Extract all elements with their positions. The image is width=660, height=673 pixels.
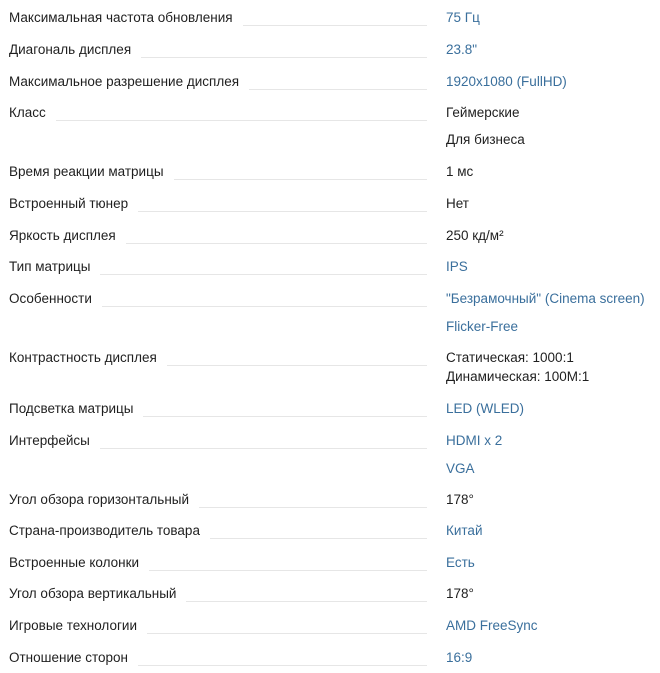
spec-value-link[interactable]: LED (WLED) (446, 401, 525, 416)
spec-row (0, 649, 660, 667)
spec-name-cell (0, 585, 437, 603)
spec-values (437, 104, 525, 149)
spec-name: Отношение сторон (9, 650, 129, 665)
spec-leader-line (100, 274, 427, 275)
spec-value-link[interactable]: 23.8" (446, 42, 478, 57)
spec-values (437, 491, 474, 509)
spec-value: 178° (446, 586, 474, 601)
spec-name-cell (0, 227, 437, 245)
spec-name: Интерфейсы (9, 433, 90, 448)
spec-row (0, 258, 660, 276)
spec-values (437, 585, 474, 603)
spec-name: Угол обзора горизонтальный (9, 492, 190, 507)
spec-name: Диагональ дисплея (9, 42, 132, 57)
spec-values (437, 400, 524, 418)
spec-value-link[interactable]: 75 Гц (446, 10, 480, 25)
spec-values (437, 349, 589, 386)
spec-row (0, 104, 660, 149)
spec-values (437, 163, 473, 181)
spec-value-link[interactable]: "Безрамочный" (Cinema screen) (446, 291, 645, 306)
spec-name-cell (0, 349, 437, 367)
spec-value: Геймерские (446, 105, 520, 120)
spec-values (437, 522, 483, 540)
spec-leader-line (149, 570, 427, 571)
spec-leader-line (210, 538, 427, 539)
spec-row (0, 163, 660, 181)
spec-leader-line (243, 25, 427, 26)
spec-name-cell (0, 522, 437, 540)
spec-name-cell (0, 9, 437, 27)
spec-value: Для бизнеса (446, 132, 525, 147)
spec-name: Время реакции матрицы (9, 164, 164, 179)
spec-values (437, 227, 504, 245)
spec-leader-line (102, 306, 427, 307)
spec-row (0, 290, 660, 336)
spec-row (0, 432, 660, 478)
spec-row (0, 491, 660, 509)
spec-values (437, 41, 477, 59)
spec-row (0, 41, 660, 59)
spec-row (0, 73, 660, 91)
spec-name: Угол обзора вертикальный (9, 586, 177, 601)
spec-name-cell (0, 73, 437, 91)
spec-values (437, 649, 472, 667)
spec-leader-line (100, 448, 427, 449)
spec-row (0, 349, 660, 386)
spec-row (0, 400, 660, 418)
spec-value: Нет (446, 196, 469, 211)
spec-leader-line (167, 365, 427, 366)
spec-name: Подсветка матрицы (9, 401, 134, 416)
spec-name: Игровые технологии (9, 618, 137, 633)
spec-name-cell (0, 163, 437, 181)
spec-row (0, 227, 660, 245)
spec-values (437, 195, 469, 213)
spec-leader-line (249, 89, 427, 90)
spec-value-link[interactable]: 16:9 (446, 650, 473, 665)
spec-value: Статическая: 1000:1 (446, 350, 574, 365)
spec-leader-line (138, 211, 427, 212)
spec-value: 250 кд/м² (446, 228, 504, 243)
spec-leader-line (138, 665, 427, 666)
spec-name: Максимальная частота обновления (9, 10, 233, 25)
spec-value: Динамическая: 100M:1 (446, 369, 590, 384)
spec-values (437, 290, 645, 336)
spec-name-cell (0, 104, 437, 122)
spec-name: Контрастность дисплея (9, 350, 157, 365)
spec-name-cell (0, 290, 437, 308)
spec-name: Тип матрицы (9, 259, 91, 274)
spec-value-link[interactable]: Китай (446, 523, 483, 538)
spec-name-cell (0, 491, 437, 509)
spec-leader-line (186, 601, 427, 602)
spec-values (437, 258, 468, 276)
spec-name: Встроенные колонки (9, 555, 140, 570)
spec-value: 178° (446, 492, 474, 507)
spec-name-cell (0, 400, 437, 418)
spec-name: Страна-производитель товара (9, 523, 200, 538)
spec-row (0, 522, 660, 540)
spec-value-link[interactable]: AMD FreeSync (446, 618, 538, 633)
spec-value-link[interactable]: Flicker-Free (446, 319, 519, 334)
spec-name-cell (0, 432, 437, 450)
spec-row (0, 195, 660, 213)
spec-values (437, 73, 567, 91)
spec-name: Встроенный тюнер (9, 196, 129, 211)
spec-name-cell (0, 617, 437, 635)
spec-values (437, 9, 480, 27)
spec-values (437, 432, 502, 478)
spec-value-link[interactable]: VGA (446, 461, 475, 476)
spec-name: Класс (9, 105, 46, 120)
spec-leader-line (56, 120, 427, 121)
spec-values (437, 617, 538, 635)
spec-row (0, 554, 660, 572)
spec-leader-line (174, 179, 427, 180)
spec-leader-line (143, 416, 427, 417)
spec-name-cell (0, 258, 437, 276)
spec-row (0, 9, 660, 27)
spec-name-cell (0, 41, 437, 59)
spec-value-link[interactable]: 1920x1080 (FullHD) (446, 74, 567, 89)
spec-name-cell (0, 554, 437, 572)
spec-name: Максимальное разрешение дисплея (9, 74, 240, 89)
spec-value-link[interactable]: IPS (446, 259, 468, 274)
spec-value-link[interactable]: Есть (446, 555, 475, 570)
spec-name: Особенности (9, 291, 92, 306)
spec-leader-line (199, 507, 427, 508)
spec-leader-line (126, 243, 427, 244)
spec-name: Яркость дисплея (9, 228, 116, 243)
spec-values (437, 554, 475, 572)
spec-row (0, 585, 660, 603)
spec-leader-line (141, 57, 427, 58)
spec-leader-line (147, 633, 427, 634)
spec-name-cell (0, 649, 437, 667)
spec-row (0, 617, 660, 635)
spec-value-link[interactable]: HDMI x 2 (446, 433, 503, 448)
spec-value: 1 мс (446, 164, 474, 179)
spec-name-cell (0, 195, 437, 213)
